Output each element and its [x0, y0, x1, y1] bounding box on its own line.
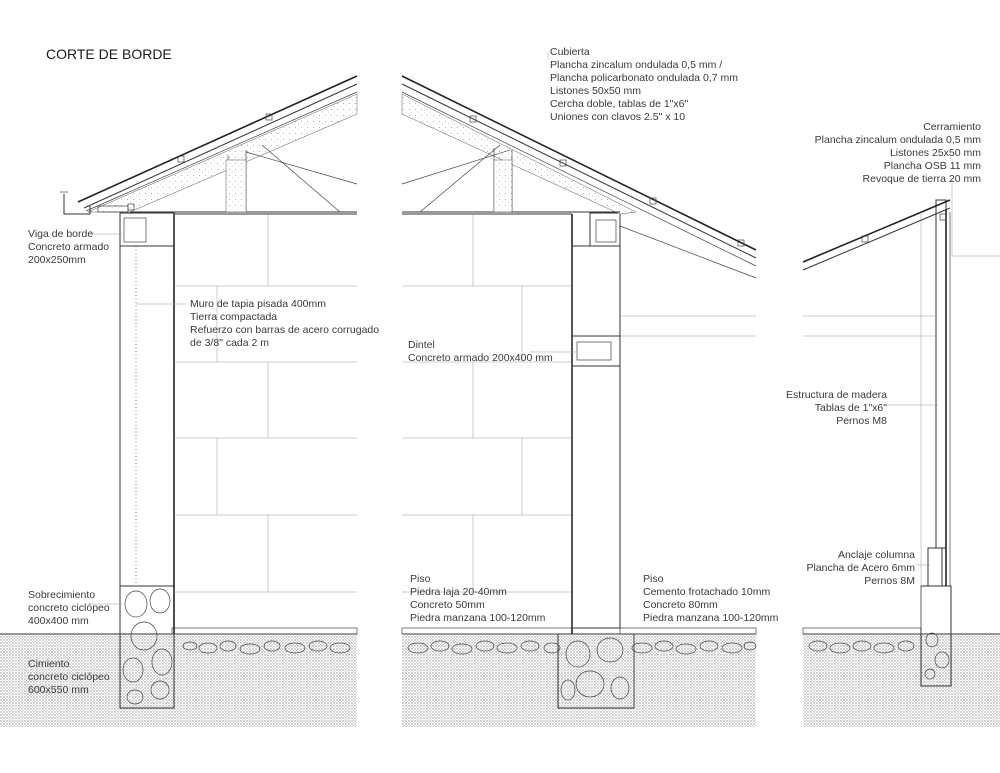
label-line: Cercha doble, tablas de 1"x6" [550, 98, 689, 110]
label-piso-1 [410, 573, 546, 624]
panel-middle-section [402, 76, 756, 727]
label-line: Plancha OSB 11 mm [883, 160, 981, 172]
label-line: Piedra manzana 100-120mm [410, 612, 546, 624]
label-line: Uniones con clavos 2.5" x 10 [550, 111, 686, 123]
label-line: concreto ciclópeo [28, 671, 110, 683]
label-line: Piso [410, 573, 431, 585]
label-line: Cimiento [28, 658, 70, 670]
roof-truss-left [60, 76, 357, 214]
label-line: Sobrecimiento [28, 589, 96, 601]
label-line: Plancha de Acero 6mm [806, 562, 915, 574]
label-cubierta [550, 46, 738, 123]
label-line: Plancha zincalum ondulada 0,5 mm [814, 134, 981, 146]
label-line: Tablas de 1"x6" [814, 402, 887, 414]
panel-left-section [0, 76, 357, 727]
label-line: de 3/8" cada 2 m [190, 337, 270, 349]
label-line: Piedra laja 20-40mm [410, 586, 507, 598]
label-estructura-madera [786, 389, 887, 427]
wood-column [936, 200, 946, 548]
panel-right-section [803, 200, 1000, 727]
tapia-wall-middle [572, 246, 620, 336]
label-line: Revoque de tierra 20 mm [862, 173, 981, 185]
label-line: Pernos 8M [864, 575, 915, 587]
label-line: Refuerzo con barras de acero corrugado [190, 324, 380, 336]
label-muro-tapia [190, 298, 379, 349]
label-line: Tierra compactada [190, 311, 278, 323]
interior-elevation-grid [174, 214, 357, 592]
label-line: Piso [643, 573, 664, 585]
label-line: Cubierta [550, 46, 590, 58]
label-line: Viga de borde [28, 228, 94, 240]
label-line: Listones 50x50 mm [550, 85, 642, 97]
label-line: Plancha policarbonato ondulada 0,7 mm [550, 72, 738, 84]
label-line: Concreto armado 200x400 mm [408, 352, 553, 364]
drawing-title: CORTE DE BORDE [46, 46, 172, 62]
tapia-wall [120, 246, 174, 586]
label-anclaje-columna [806, 549, 915, 587]
label-line: Concreto armado [28, 241, 110, 253]
label-line: Pernos M8 [836, 415, 887, 427]
label-line: Concreto 80mm [643, 599, 718, 611]
label-line: 200x250mm [28, 254, 86, 266]
label-dintel [408, 339, 553, 364]
label-line: Cemento frotachado 10mm [643, 586, 771, 598]
label-line: Anclaje columna [837, 549, 915, 561]
label-line: Estructura de madera [786, 389, 887, 401]
label-line: concreto ciclópeo [28, 602, 110, 614]
label-line: Piedra manzana 100-120mm [643, 612, 779, 624]
label-cerramiento [815, 121, 982, 185]
label-viga-de-borde [28, 228, 109, 266]
label-line: Dintel [408, 339, 435, 351]
label-line: Muro de tapia pisada 400mm [190, 298, 326, 310]
label-line: 600x550 mm [28, 684, 89, 696]
label-line: 400x400 mm [28, 615, 89, 627]
label-sobrecimiento [28, 589, 110, 627]
label-line: Plancha zincalum ondulada 0,5 mm / [550, 59, 723, 71]
label-line: Concreto 50mm [410, 599, 485, 611]
lintel-dintel [572, 336, 620, 366]
column-anchor-plate [928, 548, 942, 586]
label-line: Cerramiento [923, 121, 981, 133]
label-piso-2 [643, 573, 779, 624]
label-line: Listones 25x50 mm [889, 147, 981, 159]
